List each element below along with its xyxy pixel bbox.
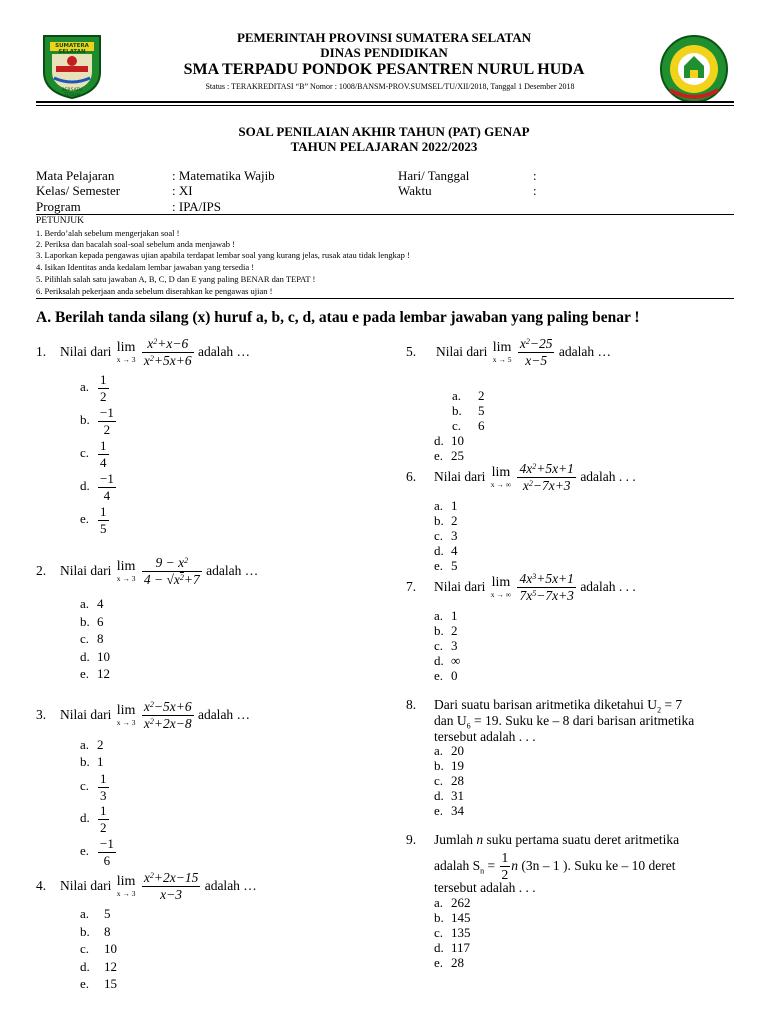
option-letter: a. xyxy=(434,895,444,910)
option-value: 10 xyxy=(104,941,117,956)
option-fraction xyxy=(98,439,109,469)
option-letter: a. xyxy=(80,596,90,611)
limit-fraction: $\frac{4x^3+5x+1}{7x^5-7x+3}$ xyxy=(519,571,574,604)
question-8 xyxy=(406,697,694,745)
info-rule xyxy=(36,214,734,215)
option-letter: a. xyxy=(434,743,444,758)
option-d[interactable] xyxy=(80,649,110,665)
option-d[interactable] xyxy=(434,940,470,956)
petunjuk-item: 5. Pilihlah salah satu jawaban A, B, C, D dan E yang paling BENAR dan TEPAT ! xyxy=(36,274,316,284)
option-letter: b. xyxy=(80,923,90,939)
option-letter: a. xyxy=(80,379,90,395)
limit-fraction: $\frac{x^2+x-6}{x^2+5x+6}$ xyxy=(143,336,192,369)
lim-word: lim xyxy=(492,340,512,356)
denominator: 3 xyxy=(100,787,107,803)
header-status: Status : TERAKREDITASI “B” Nomor : 1008/BANSM-PROV.SUMSEL/TU/XII/2018, Tanggal 1 Desember 2018 xyxy=(205,82,575,91)
option-value: 28 xyxy=(451,955,464,970)
question-7 xyxy=(406,572,636,603)
question-text: Nilai dari xyxy=(434,468,486,484)
question-number: 4. xyxy=(36,877,47,893)
option-letter: c. xyxy=(434,773,444,788)
lim-word: lim xyxy=(116,874,136,890)
half-fraction xyxy=(500,851,511,882)
option-letter: d. xyxy=(434,543,444,558)
limit-operator xyxy=(117,560,136,583)
option-value: 3 xyxy=(451,638,458,653)
option-letter: e. xyxy=(434,448,444,463)
denominator: 5 xyxy=(100,520,107,536)
option-value: 4 xyxy=(97,596,104,611)
option-a[interactable] xyxy=(80,906,111,922)
option-letter: d. xyxy=(80,958,90,974)
numerator: 1 xyxy=(100,803,107,818)
option-e[interactable] xyxy=(80,976,117,992)
limit-operator xyxy=(491,576,511,599)
option-b[interactable] xyxy=(452,403,485,419)
question-suffix: adalah … xyxy=(558,343,611,359)
hari-label: Hari/ Tanggal xyxy=(398,168,470,183)
option-d[interactable] xyxy=(80,959,117,975)
lim-sub: x → ∞ xyxy=(490,590,512,600)
option-letter: c. xyxy=(80,778,90,794)
denominator: 2 xyxy=(100,388,107,404)
limit-fraction: $\frac{9 - x^2}{4 - √x^2+7}$ xyxy=(143,555,200,588)
option-c[interactable] xyxy=(434,773,464,789)
option-a[interactable] xyxy=(434,608,458,624)
question-text: Dari suatu barisan aritmetika diketahui U xyxy=(434,697,658,712)
question-text: Nilai dari xyxy=(60,343,112,359)
option-fraction xyxy=(98,772,109,802)
option-value: 8 xyxy=(104,923,111,939)
option-value: 262 xyxy=(451,895,471,910)
option-letter: b. xyxy=(452,403,462,418)
option-letter: c. xyxy=(434,925,444,940)
option-fraction xyxy=(98,505,109,535)
petunjuk-rule xyxy=(36,298,734,299)
question-text: Nilai dari xyxy=(434,578,486,594)
option-letter: a. xyxy=(434,608,444,623)
header-school: SMA TERPADU PONDOK PESANTREN NURUL HUDA xyxy=(183,61,585,78)
option-letter: d. xyxy=(434,788,444,803)
question-4 xyxy=(36,871,257,902)
option-value: ∞ xyxy=(451,653,461,668)
option-fraction xyxy=(98,804,109,834)
option-letter: b. xyxy=(434,623,444,638)
option-letter: e. xyxy=(80,843,90,859)
denominator: 2 xyxy=(103,421,111,437)
question-5 xyxy=(406,337,611,368)
option-letter: b. xyxy=(80,412,90,428)
option-value: 20 xyxy=(451,743,464,758)
option-letter: a. xyxy=(80,737,90,752)
option-e[interactable] xyxy=(80,666,110,682)
option-value: 145 xyxy=(451,910,471,925)
option-letter: e. xyxy=(434,558,444,573)
question-number: 6. xyxy=(406,468,417,484)
question-text: dan U xyxy=(434,713,467,728)
option-letter: c. xyxy=(80,445,90,461)
option-b[interactable] xyxy=(434,513,458,529)
option-value: 6 xyxy=(97,613,104,629)
question-suffix: adalah … xyxy=(206,562,259,578)
numerator: −1 xyxy=(100,836,114,851)
option-value: 5 xyxy=(104,906,111,921)
header-rule-thin xyxy=(36,105,734,106)
question-text: Nilai dari xyxy=(60,877,112,893)
option-fraction xyxy=(98,406,116,436)
question-number: 1. xyxy=(36,343,47,359)
italic-n: n xyxy=(511,857,518,873)
question-text: tersebut adalah . . . xyxy=(434,729,536,744)
petunjuk-item: 2. Periksa dan bacalah soal-soal sebelum anda menjawab ! xyxy=(36,239,235,249)
option-letter: c. xyxy=(80,941,90,956)
subscript: n xyxy=(480,866,485,876)
question-9 xyxy=(406,832,679,848)
option-letter: e. xyxy=(434,668,444,683)
option-letter: e. xyxy=(80,511,90,527)
petunjuk-item: 6. Periksalah pekerjaan anda sebelum diserahkan ke pengawas ujian ! xyxy=(36,286,273,296)
option-value: 4 xyxy=(451,543,458,558)
option-a[interactable] xyxy=(80,373,110,403)
option-letter: b. xyxy=(434,758,444,773)
lim-sub: x → 3 xyxy=(116,355,136,365)
option-c[interactable] xyxy=(80,941,117,957)
option-a[interactable] xyxy=(80,737,104,753)
option-value: 34 xyxy=(451,803,464,818)
denominator: 2 xyxy=(100,819,107,835)
lim-word: lim xyxy=(116,559,136,575)
numerator: 1 xyxy=(100,438,107,453)
question-number: 5. xyxy=(406,343,417,359)
option-letter: b. xyxy=(80,754,90,769)
limit-fraction: $\frac{x^2-25}{x-5}$ xyxy=(519,336,553,369)
lim-sub: x → 3 xyxy=(116,574,136,584)
question-suffix: adalah . . . xyxy=(580,578,636,594)
option-a[interactable] xyxy=(80,596,104,612)
waktu-label: Waktu xyxy=(398,183,432,198)
option-b[interactable] xyxy=(434,758,464,774)
option-letter: b. xyxy=(80,613,90,629)
lim-word: lim xyxy=(116,340,136,356)
section-a-instruction: A. Berilah tanda silang (x) huruf a, b, c, d, atau e pada lembar jawaban yang paling benar ! xyxy=(36,309,640,326)
question-9-formula xyxy=(434,851,675,882)
petunjuk-title: PETUNJUK xyxy=(36,216,85,226)
question-1 xyxy=(36,337,250,368)
exam-title: SOAL PENILAIAN AKHIR TAHUN (PAT) GENAP xyxy=(238,124,530,139)
option-letter: b. xyxy=(434,910,444,925)
option-e[interactable] xyxy=(80,505,110,535)
lim-sub: x → 5 xyxy=(492,355,512,365)
option-c[interactable] xyxy=(80,772,110,802)
option-c[interactable] xyxy=(434,528,458,544)
waktu-value: : xyxy=(533,183,537,198)
petunjuk-item: 1. Berdo’alah sebelum mengerjakan soal ! xyxy=(36,228,180,238)
lim-sub: x → 3 xyxy=(116,718,136,728)
option-value: 117 xyxy=(451,940,471,955)
question-2 xyxy=(36,556,258,587)
question-text: tersebut adalah . . . xyxy=(434,880,536,895)
mapel-label: Mata Pelajaran xyxy=(36,168,115,183)
option-letter: c. xyxy=(434,528,444,543)
limit-operator xyxy=(493,341,512,364)
option-letter: d. xyxy=(434,433,444,448)
option-c[interactable] xyxy=(452,418,485,434)
option-value: 31 xyxy=(451,788,464,803)
lim-sub: x → ∞ xyxy=(490,480,512,490)
question-3 xyxy=(36,700,250,731)
hari-value: : xyxy=(533,168,537,183)
option-value: 28 xyxy=(451,773,464,788)
option-c[interactable] xyxy=(434,638,458,654)
lim-sub: x → 3 xyxy=(116,889,136,899)
option-a[interactable] xyxy=(452,388,485,404)
option-letter: a. xyxy=(452,388,462,403)
question-text: suku pertama suatu deret aritmetika xyxy=(483,832,680,847)
option-letter: d. xyxy=(80,810,90,826)
question-text: Nilai dari xyxy=(436,343,488,359)
question-number: 7. xyxy=(406,578,417,594)
option-fraction xyxy=(98,373,109,403)
option-letter: e. xyxy=(80,666,90,681)
kelas-value: : XI xyxy=(172,183,193,198)
option-letter: d. xyxy=(80,648,90,664)
question-text: Nilai dari xyxy=(60,562,112,578)
question-number: 2. xyxy=(36,562,47,578)
limit-fraction: $\frac{4x^2+5x+1}{x^2-7x+3}$ xyxy=(519,461,574,494)
option-value: 3 xyxy=(451,528,458,543)
numerator: 1 xyxy=(100,372,107,387)
lim-word: lim xyxy=(116,703,136,719)
option-fraction xyxy=(98,472,116,502)
option-letter: a. xyxy=(80,906,90,921)
option-value: 15 xyxy=(104,976,117,991)
question-text: adalah S xyxy=(434,857,481,873)
option-letter: e. xyxy=(434,955,444,970)
question-suffix: adalah … xyxy=(197,706,251,722)
kelas-label: Kelas/ Semester xyxy=(36,183,121,198)
denominator: 2 xyxy=(501,867,509,883)
option-c[interactable] xyxy=(80,439,110,469)
option-letter: d. xyxy=(434,940,444,955)
option-value: 12 xyxy=(104,958,117,974)
question-text: Jumlah xyxy=(434,832,477,847)
limit-operator xyxy=(117,341,136,364)
left-logo-text: SUMATERA SELATAN xyxy=(55,43,89,55)
question-suffix: adalah . . . xyxy=(580,468,636,484)
denominator: 6 xyxy=(103,852,111,868)
option-letter: d. xyxy=(80,478,90,494)
question-6 xyxy=(406,462,636,493)
subscript: 2 xyxy=(657,705,662,715)
program-label: Program xyxy=(36,199,81,214)
option-letter: e. xyxy=(434,803,444,818)
option-b[interactable] xyxy=(80,406,117,436)
option-letter: e. xyxy=(80,976,90,991)
option-c[interactable] xyxy=(434,925,471,941)
option-e[interactable] xyxy=(434,803,464,819)
lim-word: lim xyxy=(491,465,511,481)
option-d[interactable] xyxy=(434,433,464,449)
option-value: 2 xyxy=(478,388,485,403)
option-b[interactable] xyxy=(434,910,471,926)
option-letter: a. xyxy=(434,498,444,513)
numerator: 1 xyxy=(100,504,107,519)
option-e[interactable] xyxy=(434,955,464,971)
option-b[interactable] xyxy=(80,614,104,630)
option-letter: d. xyxy=(434,653,444,668)
option-value: 1 xyxy=(451,498,458,513)
option-b[interactable] xyxy=(434,623,458,639)
limit-fraction: $\frac{x^2+2x-15}{x-3}$ xyxy=(143,870,199,903)
option-a[interactable] xyxy=(434,498,458,514)
exam-year: TAHUN PELAJARAN 2022/2023 xyxy=(290,139,478,154)
option-fraction xyxy=(98,837,116,867)
question-text: = 19. Suku ke – 8 dari barisan aritmetika xyxy=(470,713,695,728)
numerator: 1 xyxy=(500,851,511,867)
option-value: 5 xyxy=(451,558,458,573)
question-number: 3. xyxy=(36,706,47,722)
subscript: 6 xyxy=(466,721,471,731)
limit-operator xyxy=(491,466,511,489)
question-text: Nilai dari xyxy=(60,706,112,722)
option-d[interactable] xyxy=(434,788,464,804)
option-d[interactable] xyxy=(80,472,117,502)
option-value: 25 xyxy=(451,448,464,463)
option-letter: b. xyxy=(434,513,444,528)
question-text: = 7 xyxy=(661,697,683,712)
question-number: 8. xyxy=(406,697,417,712)
limit-operator xyxy=(117,704,136,727)
lim-word: lim xyxy=(491,575,511,591)
denominator: 4 xyxy=(100,454,107,470)
option-a[interactable] xyxy=(434,743,464,759)
option-e[interactable] xyxy=(434,668,458,684)
numerator: −1 xyxy=(100,405,114,420)
option-d[interactable] xyxy=(434,653,460,669)
option-value: 1 xyxy=(97,754,104,769)
option-value: 5 xyxy=(478,403,485,418)
option-a[interactable] xyxy=(434,895,471,911)
program-value: : IPA/IPS xyxy=(172,199,222,214)
option-value: 10 xyxy=(97,648,110,664)
equals-sign: = xyxy=(484,857,499,873)
header-rule-thick xyxy=(36,101,734,103)
option-value: 12 xyxy=(97,666,110,681)
option-b[interactable] xyxy=(80,924,111,940)
question-number: 9. xyxy=(406,832,417,847)
question-suffix: adalah … xyxy=(204,877,257,893)
option-e[interactable] xyxy=(80,837,117,867)
denominator: 4 xyxy=(103,487,111,503)
option-letter: c. xyxy=(80,631,90,646)
numerator: −1 xyxy=(100,471,114,486)
left-logo-bottom-text: BERSATU TEGUH xyxy=(61,88,83,98)
option-value: 2 xyxy=(97,737,104,752)
limit-operator xyxy=(117,875,136,898)
option-value: 10 xyxy=(451,433,464,448)
petunjuk-item: 3. Laporkan kepada pengawas ujian apabila terdapat lembar soal yang kurang jelas, rusak atau tidak lengkap ! xyxy=(36,250,410,260)
option-value: 8 xyxy=(97,631,104,646)
header-gov: PEMERINTAH PROVINSI SUMATERA SELATAN xyxy=(236,30,532,45)
question-suffix: adalah … xyxy=(197,343,251,359)
option-letter: c. xyxy=(434,638,444,653)
option-value: 135 xyxy=(451,925,471,940)
petunjuk-item: 4. Isikan Identitas anda kedalam lembar jawaban yang tersedia ! xyxy=(36,262,255,272)
question-text: (3n – 1 ). Suku ke – 10 deret xyxy=(518,857,676,873)
option-value: 2 xyxy=(451,513,458,528)
question-9-line3 xyxy=(434,880,536,896)
option-value: 1 xyxy=(451,608,458,623)
option-value: 0 xyxy=(451,668,458,683)
option-letter: c. xyxy=(452,418,462,433)
option-value: 6 xyxy=(478,418,485,433)
option-d[interactable] xyxy=(434,543,458,559)
mapel-value: : Matematika Wajib xyxy=(172,168,275,183)
limit-fraction: $\frac{x^2-5x+6}{x^2+2x-8}$ xyxy=(143,699,192,732)
option-value: 19 xyxy=(451,758,464,773)
option-b[interactable] xyxy=(80,754,104,770)
header-dept: DINAS PENDIDIKAN xyxy=(320,45,448,60)
option-c[interactable] xyxy=(80,631,104,647)
option-d[interactable] xyxy=(80,804,110,834)
italic-n: n xyxy=(476,832,484,847)
option-value: 2 xyxy=(451,623,458,638)
numerator: 1 xyxy=(100,771,107,786)
